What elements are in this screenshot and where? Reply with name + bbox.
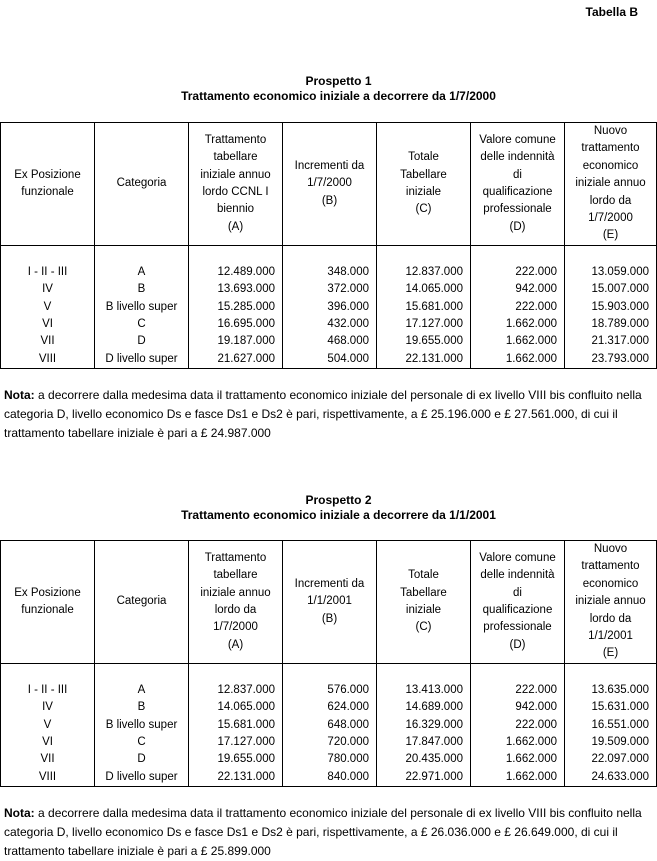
- nota-text: a decorrere dalla medesima data il trattamento economico iniziale del personale di ex livello VIII bis confluito nella categoria D, livello economico Ds e fasce Ds1 e Ds2 è pari, rispettivamente, a £ 25.196.000 e £ 27.561.000, di cui il trattamento tabellare iniziale è pari a £ 24.987.000: [4, 388, 642, 440]
- cell-a: 15.285.000: [189, 299, 283, 316]
- nota-label: Nota:: [4, 806, 35, 820]
- header-ex-posizione: Ex Posizione funzionale: [1, 123, 95, 246]
- cell-d: 222.000: [471, 717, 565, 734]
- cell-c: 22.131.000: [377, 351, 471, 369]
- cell-categoria: D: [95, 751, 189, 768]
- header-categoria: Categoria: [95, 123, 189, 246]
- cell-b: 576.000: [283, 682, 377, 699]
- header-col-b: Incrementi da 1/7/2000 (B): [283, 123, 377, 246]
- table-row: [1, 316, 657, 333]
- cell-ex-posizione: V: [1, 299, 95, 316]
- cell-c: 17.847.000: [377, 734, 471, 751]
- cell-b: 396.000: [283, 299, 377, 316]
- nota-text: a decorrere dalla medesima data il trattamento economico iniziale del personale di ex livello VIII bis confluito nella categoria D, livello economico Ds e fasce Ds1 e Ds2 è pari, rispettivamente, a £ 26.036.000 e £ 26.649.000, di cui il trattamento tabellare iniziale è pari a £ 25.899.000: [4, 806, 642, 858]
- prospetto-2-table: [0, 540, 657, 787]
- cell-d: 1.662.000: [471, 333, 565, 350]
- cell-ex-posizione: I - II - III: [1, 682, 95, 699]
- cell-ex-posizione: VI: [1, 734, 95, 751]
- cell-b: 648.000: [283, 717, 377, 734]
- header-col-d: Valore comune delle indennità di qualificazione professionale (D): [471, 123, 565, 246]
- cell-categoria: C: [95, 734, 189, 751]
- cell-a: 13.693.000: [189, 281, 283, 298]
- header-col-a: Trattamento tabellare iniziale annuo lordo da 1/7/2000 (A): [189, 541, 283, 664]
- cell-a: 19.655.000: [189, 751, 283, 768]
- cell-c: 15.681.000: [377, 299, 471, 316]
- cell-a: 12.837.000: [189, 682, 283, 699]
- prospetto-subtitle: Trattamento economico iniziale a decorrere da 1/7/2000: [181, 89, 496, 103]
- cell-categoria: B livello super: [95, 717, 189, 734]
- header-categoria: Categoria: [95, 541, 189, 664]
- cell-d: 222.000: [471, 682, 565, 699]
- cell-b: 348.000: [283, 264, 377, 281]
- cell-c: 17.127.000: [377, 316, 471, 333]
- cell-categoria: B: [95, 699, 189, 716]
- cell-a: 22.131.000: [189, 769, 283, 787]
- cell-b: 504.000: [283, 351, 377, 369]
- table-row: [1, 264, 657, 281]
- cell-a: 14.065.000: [189, 699, 283, 716]
- cell-b: 468.000: [283, 333, 377, 350]
- cell-d: 942.000: [471, 281, 565, 298]
- cell-categoria: D: [95, 333, 189, 350]
- cell-categoria: D livello super: [95, 351, 189, 369]
- header-col-e: Nuovo trattamento economico iniziale annuo lordo da 1/7/2000 (E): [565, 123, 657, 246]
- nota-1: [4, 386, 652, 443]
- cell-d: 1.662.000: [471, 351, 565, 369]
- prospetto-1-table: [0, 122, 657, 369]
- cell-e: 21.317.000: [565, 333, 657, 350]
- cell-ex-posizione: VII: [1, 333, 95, 350]
- table-row: [1, 351, 657, 369]
- header-ex-posizione: Ex Posizione funzionale: [1, 541, 95, 664]
- cell-categoria: B livello super: [95, 299, 189, 316]
- cell-ex-posizione: V: [1, 717, 95, 734]
- cell-c: 22.971.000: [377, 769, 471, 787]
- cell-e: 22.097.000: [565, 751, 657, 768]
- cell-b: 780.000: [283, 751, 377, 768]
- cell-e: 23.793.000: [565, 351, 657, 369]
- header-col-d: Valore comune delle indennità di qualificazione professionale (D): [471, 541, 565, 664]
- header-col-b: Incrementi da 1/1/2001 (B): [283, 541, 377, 664]
- cell-b: 624.000: [283, 699, 377, 716]
- header-col-c: Totale Tabellare iniziale (C): [377, 123, 471, 246]
- cell-categoria: A: [95, 682, 189, 699]
- cell-e: 16.551.000: [565, 717, 657, 734]
- table-row: [1, 333, 657, 350]
- cell-ex-posizione: VI: [1, 316, 95, 333]
- page-label: Tabella B: [585, 5, 638, 19]
- prospetto-1-heading: [0, 74, 657, 104]
- cell-ex-posizione: IV: [1, 699, 95, 716]
- prospetto-subtitle: Trattamento economico iniziale a decorrere da 1/1/2001: [181, 508, 496, 522]
- cell-b: 372.000: [283, 281, 377, 298]
- cell-d: 1.662.000: [471, 769, 565, 787]
- cell-ex-posizione: I - II - III: [1, 264, 95, 281]
- cell-ex-posizione: VII: [1, 751, 95, 768]
- nota-label: Nota:: [4, 388, 35, 402]
- cell-ex-posizione: IV: [1, 281, 95, 298]
- cell-e: 18.789.000: [565, 316, 657, 333]
- cell-e: 15.007.000: [565, 281, 657, 298]
- cell-d: 942.000: [471, 699, 565, 716]
- prospetto-title: Prospetto 1: [305, 74, 372, 88]
- table-row: [1, 682, 657, 699]
- cell-d: 1.662.000: [471, 751, 565, 768]
- cell-a: 16.695.000: [189, 316, 283, 333]
- cell-e: 13.059.000: [565, 264, 657, 281]
- table-row: [1, 751, 657, 768]
- cell-e: 15.903.000: [565, 299, 657, 316]
- cell-c: 13.413.000: [377, 682, 471, 699]
- cell-a: 19.187.000: [189, 333, 283, 350]
- header-row: [1, 123, 657, 246]
- table-row: [1, 769, 657, 787]
- cell-c: 19.655.000: [377, 333, 471, 350]
- cell-c: 12.837.000: [377, 264, 471, 281]
- cell-categoria: B: [95, 281, 189, 298]
- cell-c: 14.689.000: [377, 699, 471, 716]
- cell-a: 17.127.000: [189, 734, 283, 751]
- cell-e: 24.633.000: [565, 769, 657, 787]
- cell-b: 840.000: [283, 769, 377, 787]
- cell-e: 13.635.000: [565, 682, 657, 699]
- cell-b: 432.000: [283, 316, 377, 333]
- cell-categoria: A: [95, 264, 189, 281]
- cell-e: 15.631.000: [565, 699, 657, 716]
- cell-a: 12.489.000: [189, 264, 283, 281]
- cell-e: 19.509.000: [565, 734, 657, 751]
- header-col-c: Totale Tabellare iniziale (C): [377, 541, 471, 664]
- cell-c: 14.065.000: [377, 281, 471, 298]
- cell-categoria: C: [95, 316, 189, 333]
- cell-d: 222.000: [471, 264, 565, 281]
- header-row: [1, 541, 657, 664]
- cell-a: 21.627.000: [189, 351, 283, 369]
- table-row: [1, 299, 657, 316]
- cell-categoria: D livello super: [95, 769, 189, 787]
- table-row: [1, 717, 657, 734]
- header-col-e: Nuovo trattamento economico iniziale annuo lordo da 1/1/2001 (E): [565, 541, 657, 664]
- cell-a: 15.681.000: [189, 717, 283, 734]
- prospetto-title: Prospetto 2: [305, 493, 372, 507]
- cell-d: 1.662.000: [471, 316, 565, 333]
- cell-b: 720.000: [283, 734, 377, 751]
- cell-c: 20.435.000: [377, 751, 471, 768]
- nota-2: [4, 804, 652, 861]
- cell-d: 222.000: [471, 299, 565, 316]
- cell-c: 16.329.000: [377, 717, 471, 734]
- cell-ex-posizione: VIII: [1, 769, 95, 787]
- table-row: [1, 699, 657, 716]
- cell-d: 1.662.000: [471, 734, 565, 751]
- table-row: [1, 734, 657, 751]
- cell-ex-posizione: VIII: [1, 351, 95, 369]
- prospetto-2-heading: [0, 493, 657, 523]
- table-row: [1, 281, 657, 298]
- header-col-a: Trattamento tabellare iniziale annuo lordo CCNL I biennio (A): [189, 123, 283, 246]
